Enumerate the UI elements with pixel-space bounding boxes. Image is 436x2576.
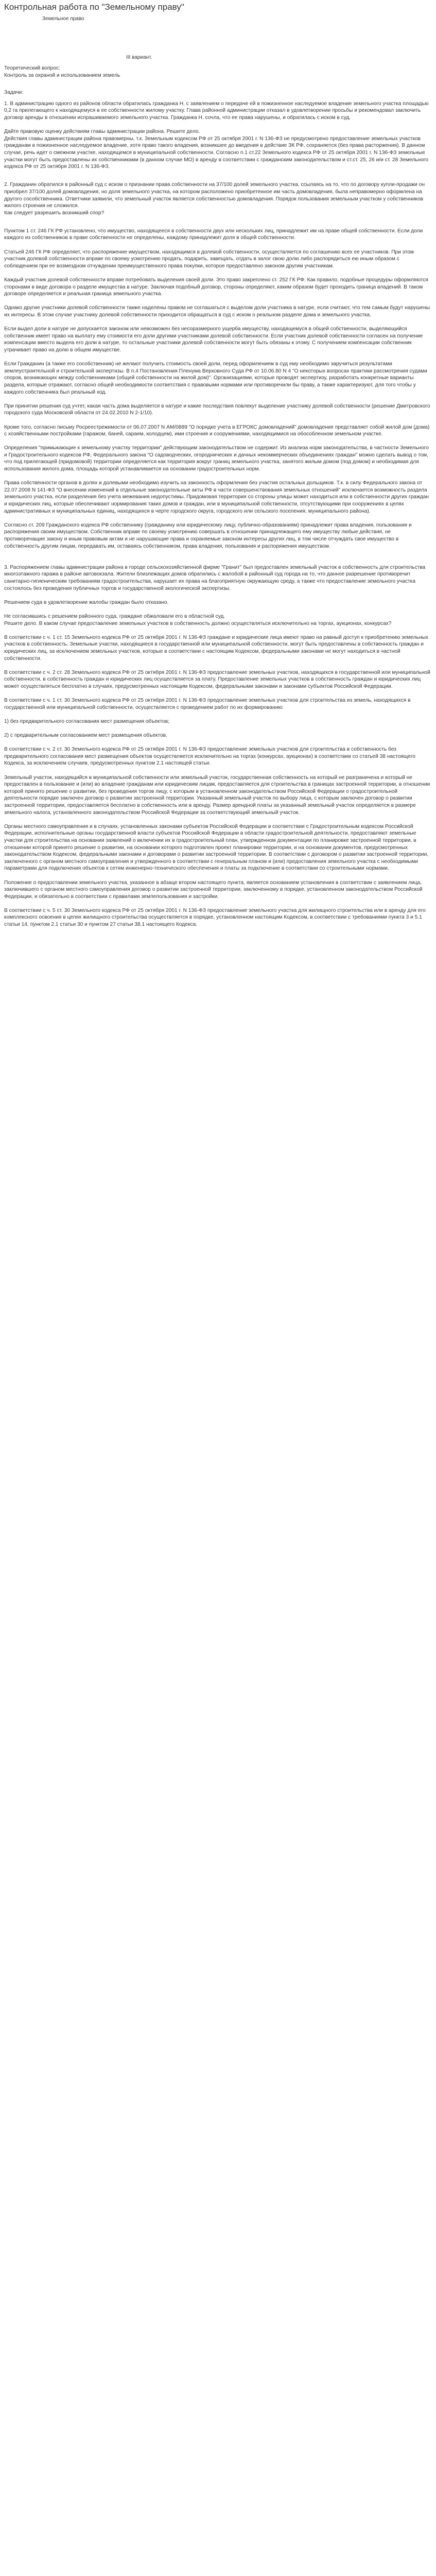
document-page xyxy=(0,0,436,928)
theory-text: Контроль за охраной и использованием земель xyxy=(4,72,120,78)
task-2-answer-paragraph: Статьей 246 ГК РФ определяет, что распоряжение имуществом, находящимся в долевой собственности, осуществляется по соглашению всех ее участников. При этом участник долевой собственности вправе по своему усмотрению продать, подарить, завещать, отдать в залог свою долю либо распорядиться ею иным образом с соблюдением при ее возмездном отчуждении преимущественного права покупки, которое предоставлено законом другим участникам. xyxy=(4,249,414,269)
task-3-appeal: Не согласившись с решением районного суда, граждане обжаловали его в областной суд. xyxy=(4,613,225,619)
task-1-statement: 1. В администрацию одного из районов области обратилась гражданка Н. с заявлением о передаче ей в пожизненное наследуемое владение земельного участка площадью 0,2 га прилегающего к находящемуся в ее собственности жилому участку. Глава районной администрации отказал в удовлетворении просьбы и рекомендовал заключить договор аренды в отношении испрашиваемого земельного участка. Гражданка Н. сочла, что ее права нарушены, и обратилась с иском в суд. xyxy=(4,100,429,121)
task-2-answer-paragraph: Права собственности органов в долях и долевыми необходимо изучить на законность оформления без участия остальных дольщиков. Т.к. в силу Федерального закона от 22.07.2008 N 141-ФЗ "О внесении изменений в отдельные законодательные акты РФ в части совершенствования земельных отношений" исключается возможность раздела земельного участка, если разделения без учета межевания недопустимы. Придомовая территория со стороны улицы может находиться или в собственности других граждан и юридических лиц, которые обеспечивают нормирования таких домов и граждан, или в муниципальной собственности, отсутствующими при сооружениях в целях административных и муниципальных единиц, находящихся в черте городского округа, городского или сельского поселения, муниципального района). xyxy=(4,480,429,514)
task-3-answer-paragraph: 2) с предварительным согласованием мест размещения объектов. xyxy=(4,733,167,739)
task-2-answer-paragraph: При принятии решения суд учтет, какая часть дома выделяется в натуре и какие последствия повлекут выделение участнику долевой собственности (решение Дмитровского городского суда Московской области от 24.02.2010 N 2-1/10). xyxy=(4,403,430,416)
task-3-answer-paragraph: В соответствии с ч. 5 ст. 30 Земельного кодекса РФ от 25 октября 2001 г. N 136-ФЗ предоставление земельного участка для жилищного строительства или в аренду для его комплексного освоения в целях жилищного строительства осуществляется в порядке, установленном настоящим Кодексом, в соответствии с требованиями пункта 3 и 5.1 статьи 14, пунктом 2.1 статьи 30 и пунктом 27 статьи 38.1 настоящего Кодекса. xyxy=(4,907,426,928)
task-3 xyxy=(4,564,432,928)
task-1-question: Дайте правовую оценку действиям главы администрации района. Решите дело. xyxy=(4,129,200,135)
task-3-answer-paragraph: В соответствии с ч. 2 ст. 30 Земельного кодекса РФ от 25 октября 2001 г. N 136-ФЗ предоставление земельных участков для строительства в собственность без предварительного согласования мест размещения объектов осуществляется исключительно на торгах (конкурсах, аукционах) в соответствии со статьей 38 настоящего Кодекса, за исключением случаев, предусмотренных пунктом 2.1 настоящей статьи. xyxy=(4,747,415,767)
task-2-answer-paragraph: Однако другие участники долевой собственности также наделены правом не соглашаться с выделом доли участника в натуре, если считают, что тем самым будут нарушены их интересы. В этом случае участнику долевой собственности приходится обращаться в суд с иском о реальном разделе дома и земельного участка. xyxy=(4,305,430,318)
document-title: Контрольная работа по "Земельному праву" xyxy=(4,2,184,12)
task-3-court-decision: Решением суда в удовлетворении жалобы граждан было отказано. xyxy=(4,599,169,605)
task-3-answer-paragraph: 1) без предварительного согласования мест размещения объектов; xyxy=(4,718,169,724)
task-2-statement: 2. Гражданин обратился в районный суд с иском о признании права собственности на 37/100 долей земельного участка, ссылаясь на то, что по договору купли-продажи он приобрел 37/100 долей домовладения, но доля земельного участка, на котором расположено приобретенное им часть домовладения, была неправомерно оформлена на другого сособственника. Ответчики заявили, что земельный участок является собственностью домовладения. Порядок пользования земельным участком у собственников жилого строения не сложился. xyxy=(4,182,425,209)
document-subtitle: Земельное право xyxy=(42,16,84,22)
task-1 xyxy=(4,100,432,171)
task-3-answer-paragraph: Органы местного самоуправления и в случаях, установленных законами субъектов Российской Федерации в соответствии с Градостроительным кодексом Российской Федерации, исполнительные органы государственной власти субъектов Российской Федерации в области градостроительной деятельности, предоставляют земельные участки для строительства на основании заявлений о включении их в градостроительный план, утвержденном документации по планировке застроенной территории, в отношении которой принято решение о развитии, на основании которого подготовлен проект планировки территории, и на основании документов, предусмотренных законодательством Кодексом, федеральными законами и договорами о развитии застроенной территории. В соответствии с договором о развитии застроенной территории, заключенного с органом местного самоуправления и утвержденного в соответствии с генеральным планом и (или) предоставления земельного участка с необходимыми параметрами для подключения объектов к сетям инженерно-технического обеспечения и платы за подключение в соответствии со строительными нормами. xyxy=(4,823,429,872)
task-3-answer-paragraph: Положение о предоставлении земельного участка, указанное в абзаце втором настоящего пункта, является основанием установления в соответствии с заявлением лица, заключившего с органом местного самоуправления договор о развитии застроенной территории, заключенному в порядке, установленном законодательством Российской Федерации, и обязательно в соответствии с правилами землепользования и застройки. xyxy=(4,879,423,900)
task-2-answer-paragraph: Пунктом 1 ст. 246 ГК РФ установлено, что имущество, находящееся в собственности двух или нескольких лиц, принадлежит им на праве общей собственности. Если доли каждого из собственников в праве собственности не определены, каждому принадлежит доля в общей собственности. xyxy=(4,228,423,241)
task-2-answer-paragraph: Если выдел доли в натуре не допускается законом или невозможен без несоразмерного ущерба имуществу, находящемуся в общей собственности, выделяющийся собственник имеет право на выплату ему стоимости его доли другими участниками долевой собственности. Если участник долевой собственности согласен на получение компенсации вместо выдела его доли в натуре, то остальные участники долевой собственности могут быть обязаны к этому. С получением компенсации собственник утрачивает право на долю в общем имуществе. xyxy=(4,326,423,353)
variant-label: III вариант. xyxy=(126,55,152,60)
task-2-answer-paragraph: Определения "примыкающие к земельному участку территории" действующим законодательством не содержит. Из анализа норм законодательства, в частности Земельного и Градостроительного кодексов РФ, Федерального закона "О садоводческих, огороднических и дачных некоммерческих объединениях граждан" можно сделать вывод о том, что под прилегающей (придомовой) территории определяется как территория вокруг границ земельного участка, занятого жилым домом (под домом) и необходимая для использования жилого дома, площадь которой устанавливается на основании градостроительных норм. xyxy=(4,445,429,472)
tasks-label: Задачи: xyxy=(4,90,24,96)
task-2-question: Как следует разрешить возникший спор? xyxy=(4,210,104,216)
theory-label: Теоретический вопрос: xyxy=(4,65,60,71)
task-3-statement: 3. Распоряжением главы администрации района в городе сельскохозяйственной фирме "Гранит" был предоставлен земельный участок в собственность для строительства многоэтажного гаража в районе автовокзала. Жители близлежащих домов обратились с жалобой в районный суд города на то, что данное разрешение противоречит санитарно-гигиеническим требованиям градостроительства, нарушает их права на благоприятную окружающую среду, а также что предоставление земельного участка состоялось без проведения публичных торгов и государственной экологической экспертизы. xyxy=(4,564,426,591)
task-2 xyxy=(4,181,432,550)
task-2-answer-paragraph: Согласно ст. 209 Гражданского кодекса РФ собственнику (гражданину или юридическому лицу, публично-образованиям) принадлежит права владения, пользования и распоряжения своим имуществом. Собственник вправе по своему усмотрению совершать в отношении принадлежащего ему имуществу любые действия, не противоречащие закону и иным правовым актам и не нарушающие права и охраняемые законом интересы других лиц, в том числе отчуждать свое имущество в собственность другим лицам, передавать им, оставаясь собственником, права владения, пользования и распоряжения имуществом. xyxy=(4,522,412,549)
task-2-answer-paragraph: Каждый участник долевой собственности вправе потребовать выделения своей доли. Это право закреплено ст. 252 ГК РФ. Как правило, подобные процедуры оформляются сторонами в виде договора о разделе имущества в натуре. Заключая подобный договор, стороны определяют, каким образом будет проходить граница владений. В таком договоре определяется и реальная граница земельного участка. xyxy=(4,277,428,297)
task-3-answer-paragraph: В соответствии с ч. 1 ст. 15 Земельного кодекса РФ от 25 октября 2001 г. N 136-ФЗ граждане и юридические лица имеют право на равный доступ к приобретению земельных участков в собственность. Земельные участки, находящиеся в государственной или муниципальной собственности, могут быть предоставлены в собственность граждан и юридических лиц, за исключением земельных участков, которые в соответствии с настоящим Кодексом, федеральными законами не могут находиться в частной собственности. xyxy=(4,634,429,662)
task-2-answer-paragraph: Кроме того, согласно письму Росреестрежимости от 06.07.2007 N АМ/0889 "О порядке учета в ЕГРОКС домовладений" домовладение представляет собой жилой дом (дома) с хозяйственными постройками (гаражом, баней, сараем, колодцем), ими строения и сооружениями, находящимися на обособленном земельном участке. xyxy=(4,424,430,437)
task-3-answer-paragraph: Земельный участок, находящийся в муниципальной собственности или земельный участок, государственная собственность на который не разграничена и который не предоставлен в пользование и (или) во владение гражданам или юридическим лицам, предоставляется для строительства в границах застроенной территории, в отношении которой принято решение о развитии, без проведения торгов лицу, с которым в установленном законодательством Российской Федерации о градостроительной деятельности порядке заключен договор о развитии застроенной территории. Указанный земельный участок по выбору лица, с которым заключен договор о развитии застроенной территории, предоставляется бесплатно в собственность или в аренду. Размер арендной платы за указанный земельный участок определяется в размере земельного налога, установленного законодательством Российской Федерации за соответствующий земельный участок. xyxy=(4,774,430,816)
task-2-answer-paragraph: Если Гражданин (а также его сособственник) не желают получить стоимость своей доли, перед оформлением в суд ему необходимо заручиться результатами землеустроительной и строительной экспертизы. В п.4 Постановления Пленума Верховного Суда РФ от 10.06.80 N 4 "О некоторых вопросах практики рассмотрения судами споров, возникающих между собственниками (общей собственности на жилой дом)". Организациями, которые проводят экспертизу, разработать конкретные варианты раздела, которые отражают, согласно общей необходимости соответствия с правовыми нормами или противоречили бы праву, а также характеризуют, для того чтобы у каждого собственника был реальный ход. xyxy=(4,361,427,395)
task-3-question: Решите дело. В каком случае предоставление земельных участков в собственность должно осуществляться исключительно на торгах, аукционах, конкурсах? xyxy=(4,620,392,626)
task-1-answer: Действия главы администрации района правомерны, т.к. Земельным кодексом РФ от 25 октября 2001 г. N 136-ФЗ не предусмотрено предоставление земельных участков гражданам в пожизненное наследуемое владение, хотя право такого владения, возникшее до введения в действие ЗК РФ, сохраняется (без права расторжения). В данном случае, речь идет о смежном участке, находящемся в муниципальной собственности. Согласно п.1 ст.22 Земельного кодекса РФ от 25 октября 2001 г. N 136-ФЗ земельные участки могут быть предоставлены их собственниками (в данном случае МО) в аренду в соответствии с гражданским законодательством и ст.ст. 25, 26 и/и ст. 28 Земельного кодекса РФ от 25 октября 2001 г. N 136-ФЗ. xyxy=(4,135,428,170)
task-3-answer-paragraph: В соответствии с ч. 2 ст. 28 Земельного кодекса РФ от 25 октября 2001 г. N 136-ФЗ предоставление земельных участков, находящихся в государственной или муниципальной собственности, в собственность граждан и юридических лиц осуществляется за плату. Предоставление земельных участков в собственность граждан и юридических лиц может осуществляться бесплатно в случаях, предусмотренных настоящим Кодексом, федеральными законами и законами субъектов Российской Федерации. xyxy=(4,669,430,689)
task-3-answer-paragraph: В соответствии с ч. 1 ст. 30 Земельного кодекса РФ от 25 октября 2001 г. N 136-ФЗ предоставление земельных участков для строительства из земель, находящихся в государственной или муниципальной собственности, осуществляется с проведением работ по их формированию: xyxy=(4,698,411,710)
